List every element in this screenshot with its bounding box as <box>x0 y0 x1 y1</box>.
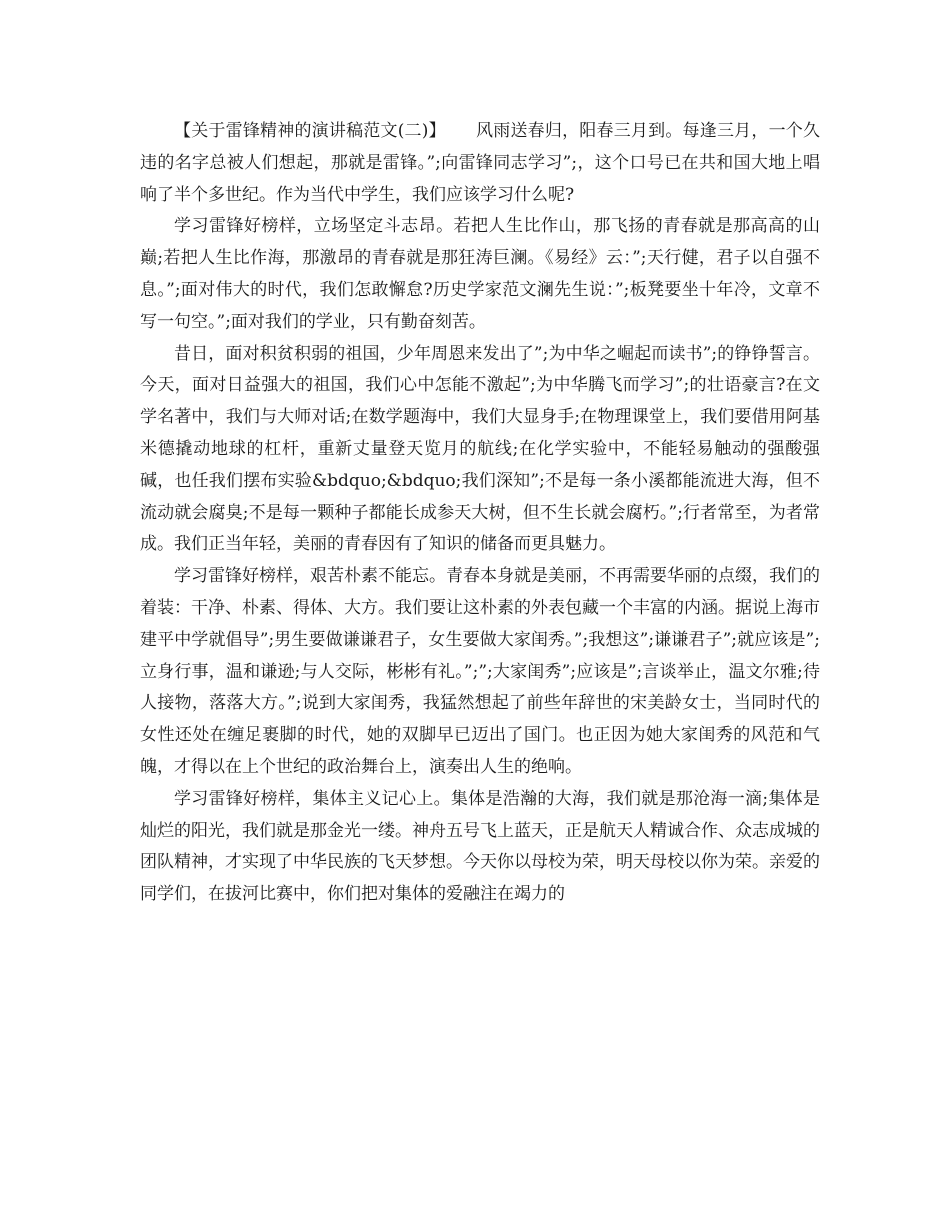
paragraph-intro <box>140 116 820 211</box>
document-body <box>140 116 820 911</box>
paragraph-2: 昔日，面对积贫积弱的祖国，少年周恩来发出了”;为中华之崛起而读书”;的铮铮誓言。今天，面对日益强大的祖国，我们心中怎能不激起”;为中华腾飞而学习”;的壮语豪言?在文学名著中，我们与大师对话;在数学题海中，我们大显身手;在物理课堂上，我们要借用阿基米德撬动地球的杠杆，重新丈量登天览月的航线;在化学实验中，不能轻易触动的强酸强碱，也任我们摆布实验&bdquo;&bdquo;我们深知”;不是每一条小溪都能流进大海，但不流动就会腐臭;不是每一颗种子都能长成参天大树，但不生长就会腐朽。”;行者常至，为者常成。我们正当年轻，美丽的青春因有了知识的储备而更具魅力。 <box>140 343 820 555</box>
document-title: 【关于雷锋精神的演讲稿范文(二)】 <box>174 121 446 141</box>
paragraph-4: 学习雷锋好榜样，集体主义记心上。集体是浩瀚的大海，我们就是那沧海一滴;集体是灿烂的阳光，我们就是那金光一缕。神舟五号飞上蓝天，正是航天人精诚合作、众志成城的团队精神，才实现了中华民族的飞天梦想。今天你以母校为荣，明天母校以你为荣。亲爱的同学们，在拔河比赛中，你们把对集体的爱融注在竭力的 <box>140 788 820 905</box>
paragraph-3: 学习雷锋好榜样，艰苦朴素不能忘。青春本身就是美丽，不再需要华丽的点缀，我们的着装：干净、朴素、得体、大方。我们要让这朴素的外表包藏一个丰富的内涵。据说上海市建平中学就倡导”;男生要做谦谦君子，女生要做大家闺秀。”;我想这”;谦谦君子”;就应该是”;立身行事，温和谦逊;与人交际，彬彬有礼。”;”;大家闺秀”;应该是”;言谈举止，温文尔雅;待人接物，落落大方。”;说到大家闺秀，我猛然想起了前些年辞世的宋美龄女士，当同时代的女性还处在缠足裹脚的时代，她的双脚早已迈出了国门。也正因为她大家闺秀的风范和气魄，才得以在上个世纪的政治舞台上，演奏出人生的绝响。 <box>140 566 820 777</box>
intro-text: 风雨送春归，阳春三月到。每逢三月，一个久违的名字总被人们想起，那就是雷锋。”;向雷锋同志学习”;，这个口号已在共和国大地上唱响了半个多世纪。作为当代中学生，我们应该学习什么呢? <box>140 121 821 205</box>
paragraph-1: 学习雷锋好榜样，立场坚定斗志昂。若把人生比作山，那飞扬的青春就是那高高的山巅;若把人生比作海，那激昂的青春就是那狂涛巨澜。《易经》云：”;天行健，君子以自强不息。”;面对伟大的时代，我们怎敢懈怠?历史学家范文澜先生说：”;板凳要坐十年冷，文章不写一句空。”;面对我们的学业，只有勤奋刻苦。 <box>140 216 820 332</box>
